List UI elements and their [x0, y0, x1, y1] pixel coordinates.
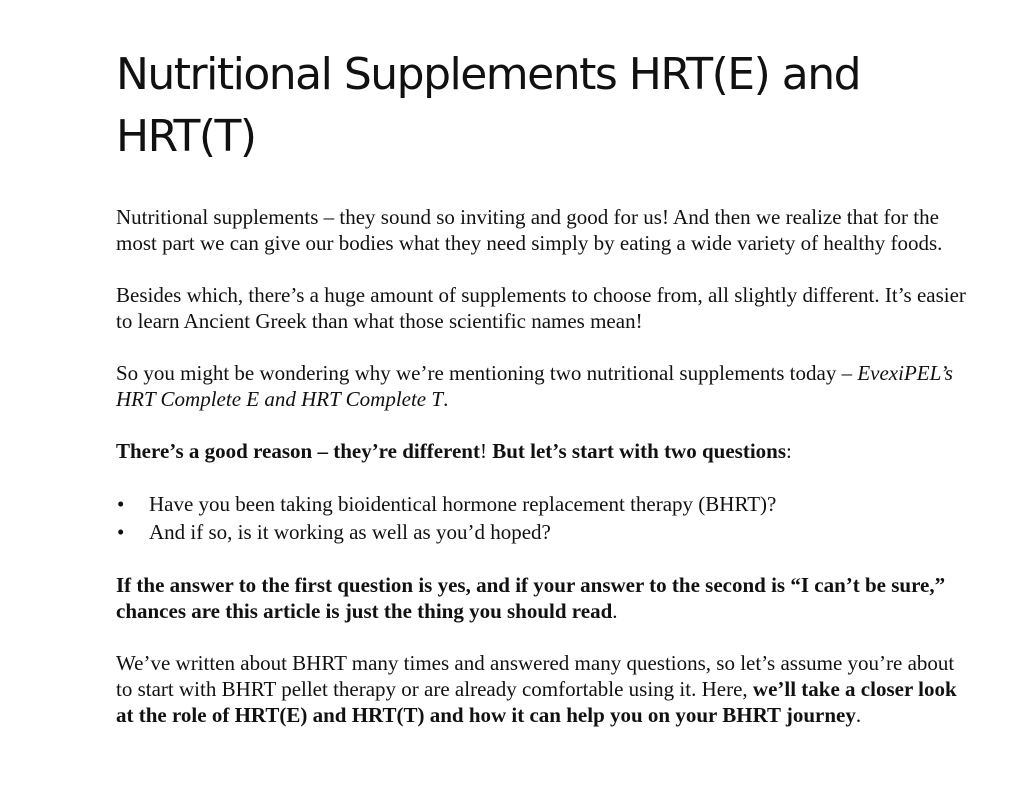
bullet-icon: • — [117, 520, 125, 544]
exclamation-text: ! — [479, 439, 493, 463]
list-item-text: And if so, is it working as well as you’d hoped? — [149, 520, 551, 544]
answer-bold: If the answer to the first question is yes, and if your answer to the second is “I can’t be sure,” chances are this article is just the thing you should read — [116, 573, 946, 623]
closer-look-text: We’ve written about BHRT many times and answered many questions, so let’s assume you’re about to start with BHRT pellet therapy or are already comfortable using it. Here, — [116, 651, 955, 701]
good-reason-bold: There’s a good reason – they’re different — [116, 439, 480, 463]
paragraph-answer — [116, 572, 966, 624]
list-item — [116, 490, 966, 518]
product-names-italic: EvexiPEL’s HRT Complete E and HRT Complete T — [116, 361, 953, 411]
closer-look-bold: we’ll take a closer look at the role of HRT(E) and HRT(T) and how it can help you on your BHRT journey — [116, 677, 957, 727]
document-page — [116, 44, 966, 754]
paragraph-end-period: . — [612, 599, 618, 623]
paragraph-intro: Nutritional supplements – they sound so inviting and good for us! And then we realize that for the most part we can give our bodies what they need simply by eating a wide variety of healthy foods. — [116, 205, 943, 255]
list-item-text: Have you been taking bioidentical hormone replacement therapy (BHRT)? — [149, 492, 777, 516]
paragraph-supplements-variety: Besides which, there’s a huge amount of supplements to choose from, all slightly different. It’s easier to learn Ancient Greek than what those scientific names mean! — [116, 283, 966, 333]
paragraph-closer-look — [116, 650, 966, 728]
colon-text: : — [786, 439, 792, 463]
document-title: Nutritional Supplements HRT(E) and HRT(T) — [116, 49, 861, 162]
paragraph-why-mention-text: So you might be wondering why we’re mentioning two nutritional supplements today – — [116, 361, 858, 385]
bullet-icon: • — [117, 492, 125, 516]
paragraph-why-mention — [116, 360, 966, 412]
questions-list — [116, 490, 966, 546]
two-questions-bold: But let’s start with two questions — [492, 439, 787, 463]
paragraph-end-period: . — [443, 387, 449, 411]
paragraph-end-period: . — [855, 703, 862, 727]
paragraph-good-reason — [116, 438, 966, 464]
list-item — [116, 518, 966, 546]
